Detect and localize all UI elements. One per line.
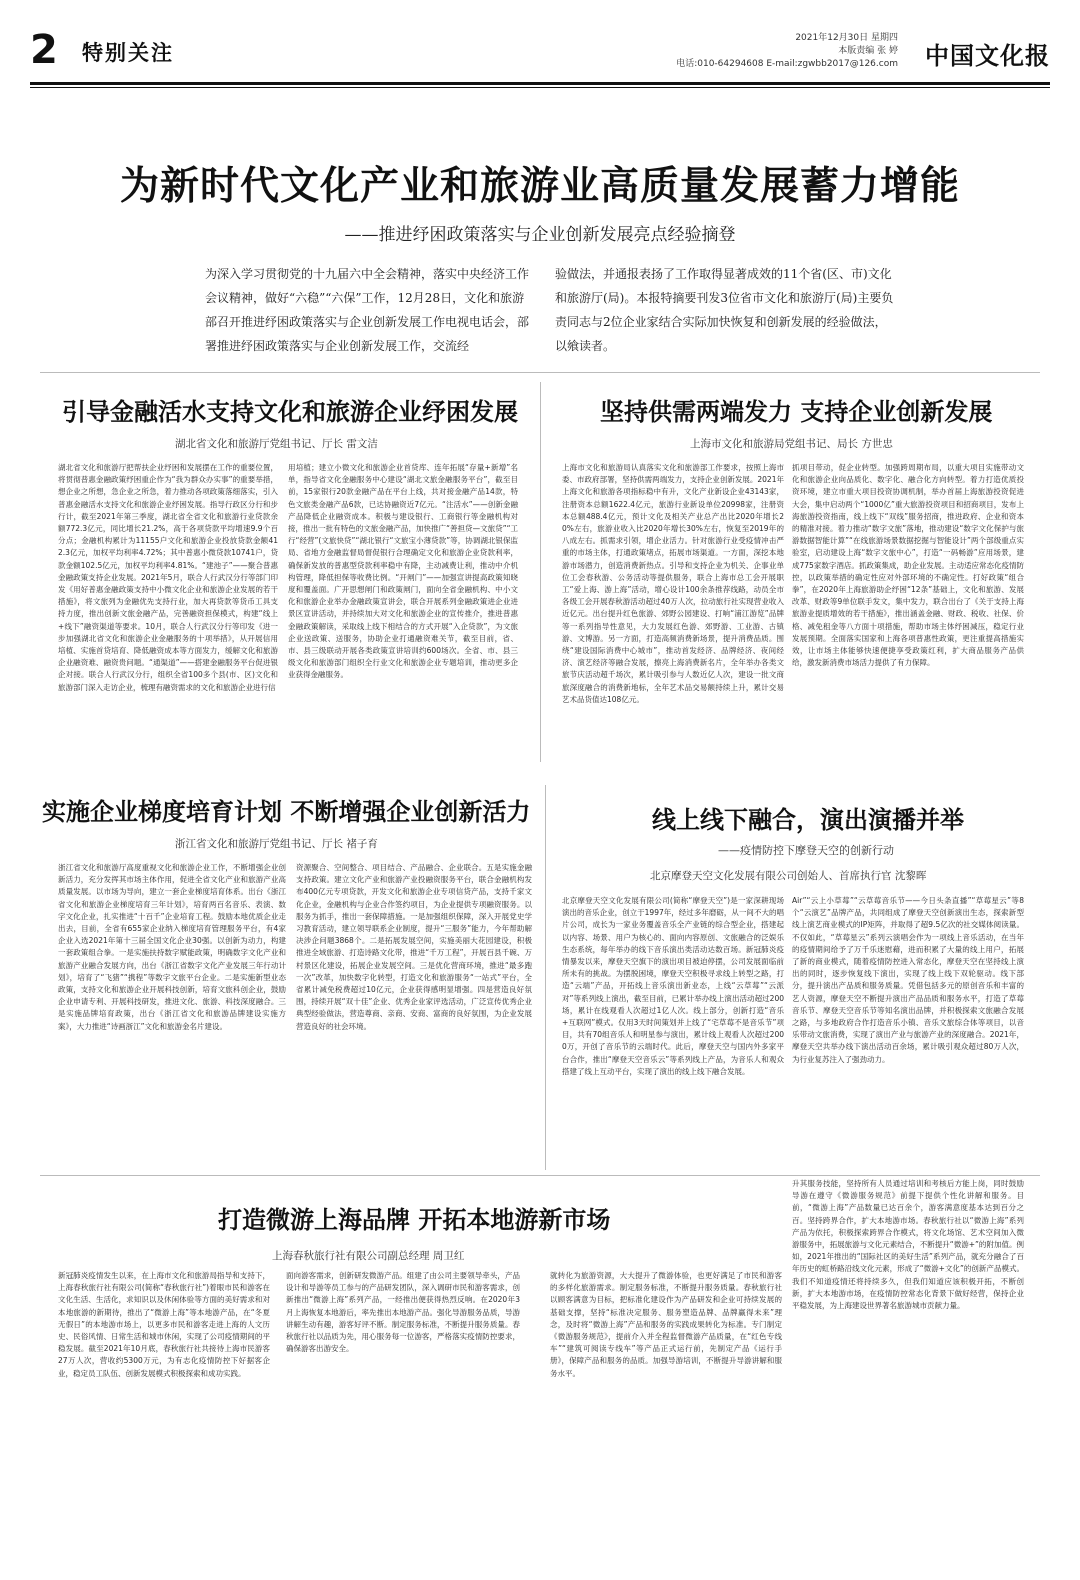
section-title-hubei: 引导金融活水支持文化和旅游企业纾困发展	[62, 397, 518, 426]
article-column: 面向游客需求，创新研发微游产品。组建了由公司主要领导牵头，产品设计和导游等员工参与的产品研发团队，深入调研市民和游客需求，创新推出“微游上海”系列产品，一经推出便获得热烈反响。在2020年3月上海恢复本地游后，率先推出本地游产品。强化导游服务品质，导游讲解生动有趣，游客好评不断。制定服务标准，不断提升服务质量。春秋旅行社以品质为先，用心服务每一位游客，严格落实疫情防控要求，确保游客出游安全。	[286, 1271, 520, 1354]
divider	[40, 1175, 1040, 1176]
masthead-rule-thin	[30, 87, 1050, 88]
article-column: 抓项目带动，促企业转型。加强跨周期布局，以重大项目实施带动文化和旅游企业向品质化、数字化、融合化方向转型。着力打造优质投资环境，建立市重大项目投资协调机制，举办首届上海旅游投资促进大会，集中启动两个“1000亿”重大旅游投资项目和招商项目，发布上海旅游投资指南，线上线下“双线”服务招商，推进政府、企业和资本的精准对接。着力推动“数字文旅”落地，推动建设“数字文化保护与旅游数据智能计算”“在线旅游场景数据挖掘与智能设计”两个部级重点实验室，启动建设上海“数字文旅中心”，打造“一码畅游”应用场景，建成775家数字酒店。抓政策集成，助企业发展。主动适应常态化疫情防控，以政策举措的确定性应对外部环境的不确定性。打好政策“组合拳”，在2020年上海旅游助企纾困“12条”基础上，文化和旅游、发展改革、财政等9单位联手发文，集中发力，联合出台了《关于支持上海旅游业提质增效的若干措施》，推出涵盖金融、财政、税收、社保、价格、减免租金等八方面十项措施，帮助市场主体纾困减压，稳定行业发展预期。全面落实国家和上海各项普惠性政策，更注重提高措施实效，让市场主体能够快速便捷享受政策红利，扩大商品服务产品供给，激发新消费市场活力提供了有力保障。	[792, 463, 1024, 668]
column-divider	[545, 785, 546, 1170]
masthead	[30, 28, 1050, 80]
column-name: 特别关注	[82, 41, 174, 65]
article-column: 就转化为旅游资源，大大提升了微游体验，也更好满足了市民和游客的多样化旅游需求。制定服务标准，不断提升服务质量。春秋旅行社以顾客满意为目标，把标准化建设作为产品研发和企业可持续发展的基础支撑，坚持“标准决定服务、服务塑造品牌、品牌赢得未来”理念，及时将“微游上海”产品和服务的实践成果转化为标准。专门制定《微游服务规范》，提前介入并全程监督微游产品质量，在“红色专线车”“建筑可阅读专线车”等产品正式运行前，先制定产品《运行手册》，保障产品和服务的品质。加强导游培训，不断提升导游讲解和服务水平。	[550, 1271, 782, 1378]
page-number: 2	[30, 27, 58, 73]
article-column: 新冠肺炎疫情发生以来，在上海市文化和旅游局指导和支持下，上海春秋旅行社有限公司(简称“春秋旅行社”)着眼市民和游客在文化生活、生活化，求知识以及休闲体验等方面的美好需求和对本地旅游的新期待，推出了“微游上海”等本地游产品，在“冬夏无假日”的本地游市场上，以更多市民和游客走进上海的人文历史、民俗风情、日常生活和城市休闲，实现了公司疫情期间的平稳发展。截至2021年10月底，春秋旅行社共接待上海市民游客27万人次，营收约5300万元，为有志化疫情防控下好据客企业，稳定员工队伍、创新发展模式积极探索和成功实践。	[58, 1271, 270, 1378]
date-line: 2021年12月30日 星期四	[795, 33, 898, 43]
main-subheadline: ——推进纾困政策落实与企业创新发展亮点经验摘登	[344, 225, 736, 245]
section-title-springtour: 打造微游上海品牌 开拓本地游新市场	[218, 1205, 611, 1234]
column-divider	[540, 382, 541, 762]
section-title-zhejiang: 实施企业梯度培育计划 不断增强企业创新活力	[42, 797, 531, 826]
editor-line: 本版责编 张 婷	[838, 46, 898, 56]
article-column: 资源聚合、空间整合、项目结合、产品融合、企业联合。五是实施金融支持政策。建立文化产业和旅游产业投融资服务平台，联合金融机构发布400亿元专项贷款，开发文化和旅游企业专项信贷产品，支持千家文化企业，金融机构与企业合作签约项目，为企业提供专项融资服务。以服务为抓手，推出一套保障措施。一是加强组织保障，深入开展党史学习教育活动，建立领导联系企业制度，提升“三服务”能力，今年帮助解决涉企问题3868个。二是拓展发展空间，实施美丽大花园建设，积极推进全域旅游、打造诗路文化带，推进“千万工程”，开展百县千碗、万村景区化建设，拓展企业发展空间。三是优化营商环境，推进“最多跑一次”改革，加快数字化转型，打造文化和旅游服务“一站式”平台，全省累计减免税费超过10亿元，企业获得感明显增强。四是营造良好氛围，持续开展“双十佳”企业、优秀企业家评选活动，广泛宣传优秀企业典型经验做法，营造尊商、亲商、安商、富商的良好氛围，为企业发展营造良好的社会环境。	[296, 863, 532, 1031]
byline-springtour: 上海春秋旅行社有限公司副总经理 周卫红	[272, 1250, 465, 1262]
article-column: 浙江省文化和旅游厅高度重视文化和旅游企业工作，不断增强企业创新活力，充分发挥其市场主体作用，促进全省文化产业和旅游产业高质量发展。以市场为导向，建立一套企业梯度培育体系。出台《浙江省文化和旅游企业梯度培育三年计划》，培育两百名音乐、表演、数字文化企业，扎实推进“十百千”企业培育工程。鼓励本地优质企业走出去，目前，全省有655家企业纳入梯度培育管理服务平台，有4家企业入选2021年第十三届全国文化企业30强。以创新为动力，构建一套政策组合拳。一是实施扶持数字赋能政策，明确数字文化产业和旅游产业融合发展方向，出台《浙江省数字文化产业发展三年行动计划》，培育了“飞猪”“携程”等数字文旅平台企业。二是实施新型业态政策，支持文化和旅游企业开展科技创新，培育文旅科创企业，鼓励企业申请专利、开展科技研发，推进文化、旅游、科技深度融合。三是实施品牌培育政策，出台《浙江省文化和旅游品牌建设实施方案》，大力推进“诗画浙江”文化和旅游金名片建设。	[58, 863, 286, 1031]
section-title-shanghai: 坚持供需两端发力 支持企业创新发展	[600, 397, 993, 426]
masthead-rule	[30, 82, 1050, 85]
byline-hubei: 湖北省文化和旅游厅党组书记、厅长 雷文洁	[175, 438, 378, 450]
masthead-info	[676, 32, 898, 71]
article-column: 升其服务技能，坚持所有人员通过培训和考核后方能上岗，同时鼓励导游在遵守《微游服务规范》前提下提供个性化讲解和服务。目前，“微游上海”产品数量已达百余个，游客满意度基本达到百分之百。坚持跨界合作，扩大本地游市场。春秋旅行社以“微游上海”系列产品为依托，积极探索跨界合作模式，将文化场馆、艺术空间加入微游服务中，拓展旅游与文化元素结合，不断提升“微游+”的附加值。例如，2021年推出的“国际社区的美好生活”系列产品，就充分融合了百年历史的虹桥路沿线文化元素，形成了“微游+文化”的创新产品模式。我们不知道疫情还将持续多久，但我们知道应该积极开拓，不断创新，扩大本地游市场，在疫情防控常态化背景下做好经营，保持企业平稳发展，为上海建设世界著名旅游城市贡献力量。	[792, 1179, 1024, 1311]
contact-line: 电话:010-64294608 E-mail:zgwbb2017@126.com	[676, 59, 898, 69]
byline-modernsky: 北京摩登天空文化发展有限公司创始人、首席执行官 沈黎晖	[650, 870, 927, 882]
intro-left: 为深入学习贯彻党的十九届六中全会精神，落实中央经济工作会议精神，做好“六稳”“六保”工作，12月28日，文化和旅游部召开推进纾困政策落实与企业创新发展工作电视电话会，部署推进纾困政策落实与企业创新发展工作，交流经	[205, 267, 530, 353]
main-headline: 为新时代文化产业和旅游业高质量发展蓄力增能	[119, 163, 960, 209]
paper-logo: 中国文化报	[925, 41, 1050, 70]
article-column: 北京摩登天空文化发展有限公司(简称“摩登天空”)是一家深耕现场演出的音乐企业，创立于1997年，经过多年磨砺，从一间不大的唱片公司，成长为一家业务覆盖音乐全产业链的综合型企业，搭建起以内容、场景、用户为核心的、面向内容原创、文旅融合的泛娱乐生态系统，每年举办的线下音乐演出类活动达数百场。新冠肺炎疫情暴发以来，摩登天空旗下的演出项目被迫停摆，公司发展面临前所未有的挑战。为摆脱困境，摩登天空积极寻求线上转型之路，打造“云端”产品，开拓线上音乐演出新业态，上线“云草莓”“云派对”等系列线上演出，截至目前，已累计举办线上演出活动超过200场，累计在线观看人次超过1亿人次。线上部分，创新打造“音乐+互联网”模式。仅用3天时间策划并上线了“宅草莓不是音乐节”项目，共有70组音乐人和明星参与演出，累计线上观看人次超过2000万，开创了音乐节的云端时代。此后，摩登天空与国内外多家平台合作，推出“摩登天空音乐云”等系列线上产品，为音乐人和观众搭建了线上互动平台，实现了演出的线上线下融合发展。	[562, 896, 784, 1076]
article-column: 上海市文化和旅游局认真落实文化和旅游部工作要求，按照上海市委、市政府部署，坚持供需两端发力，支持企业创新发展。2021年上海文化和旅游各项指标稳中有升，文化产业新设企业43143家，注册资本总额1622.4亿元，旅游行业新设单位20998家，注册资本总额488.4亿元，预计文化及相关产业总产出比2020年增长20%左右，旅游业收入比2020年增长30%左右，恢复至2019年的八成左右。抓需求引领，增企业活力。针对旅游行业受疫情冲击严重的市场主体，打通政策堵点，拓展市场渠道。一方面，深挖本地游市场潜力，创造消费新热点。引导和支持企业为机关、企事业单位工会春秋游、公务活动等提供服务，联合上海市总工会开展职工“爱上海、游上海”活动，增心设计100余条推荐线路，动员全市各级工会开展春秋游活动超过40万人次，拉动旅行社实现营业收入近亿元。出台提升红色旅游、郊野公园建设、打响“浦江游览”品牌等一系列指导性意见，大力发展红色游、郊野游、工业游、古镇游、文博游。另一方面，打造高频消费新场景，提升消费品质。围绕“建设国际消费中心城市”，推动首发经济、品牌经济、夜间经济、演艺经济等融合发展，擦亮上海消费新名片，全年举办各类文旅节庆活动超千场次，累计吸引参与人数近亿人次，建设一批文商旅深度融合的消费新地标，全年艺术品交易额持续上升，累计交易艺术品货值达108亿元。	[562, 463, 784, 704]
article-column: Air”“云上小草莓”“云草莓音乐节——今日头条直播”“草莓星云”等8个“云演艺”品牌产品，共同组成了摩登天空创新演出生态，探索新型线上演艺商业模式的IP矩阵，并取得了超9.5亿次的社交媒体阅读量。不仅如此，“草莓星云”系列云演唱会作为一项线上音乐活动，在当年的疫情期间给予了万千乐迷慰藉，进而积累了大量的线上用户，拓展了新的商业模式，随着疫情防控进入常态化，摩登天空在坚持线上演出的同时，逐步恢复线下演出，实现了线上线下双轮驱动。线下部分，提升演出产品质和服务质量。凭借包括多元的原创音乐和丰富的艺人资源，摩登天空不断提升演出产品品质和服务水平，打造了草莓音乐节、摩登天空音乐节等知名演出品牌，并积极探索文旅融合发展之路，与多地政府合作打造音乐小镇、音乐文旅综合体等项目，以音乐带动文旅消费，实现了演出产业与旅游产业的深度融合。2021年，摩登天空共举办线下演出活动百余场，累计吸引观众超过80万人次，为行业复苏注入了强劲动力。	[792, 896, 1024, 1064]
article-column: 湖北省文化和旅游厅把帮扶企业纾困和发展摆在工作的重要位置，将贯彻普惠金融政策纾困重企作为“我为群众办实事”的重要举措，想企业之所想，急企业之所急，着力推动各项政策落细落实，引入普惠金融活水支持文化和旅游企业纾困发展。指导行政区分行和步行计，截至2021年第三季度，湖北省全省文化和旅游行业贷款余额772.3亿元，同比增长21.2%，高于各项贷款平均增速9.9个百分点；金融机构累计为11155户文化和旅游企业投放贷款金额412.3亿元，加权平均利率4.72%；其中普惠小微贷款10741户，贷款金额102.5亿元，加权平均利率4.81%。“建池子”——聚合普惠金融政策支持企业发展。2021年5月，联合人行武汉分行等部门印发《用好普惠金融政策支持中小微文化企业和旅游企业发展的若干措施》，将文旅列为金融优先支持行业，加大再贷款等货币工具支持力度，推出创新文旅金融产品，完善融资担保模式，构建“线上+线下”融资渠道等要求。10月，联合人行武汉分行等印发《进一步加强湖北省文化和旅游企业金融服务的十项举措》，从开展信用培植、实施首贷培育、降低融资成本等方面发力，缓解文化和旅游企业融资难、融资贵问题。“通渠道”——搭建金融服务平台促进银企对接。联合人行武汉分行，组织全省100多个县(市、区)文化和旅游部门深入走访企业，梳理有融资需求的文化和旅游企业进行信	[58, 463, 278, 692]
article-column: 用培植；建立小微文化和旅游企业首贷库、连年拓展“存量+新增”名单，指导省文化金融服务中心建设“湖北文旅金融服务平台”，截至目前，15家银行20款金融产品在平台上线，共对接金融产品14款，特色文旅类金融产品6款，已达协融资近7亿元。“注活水”——创新金融产品降低企业融资成本。积极与建设银行、工商银行等金融机构对接，推出一批有特色的文旅金融产品，加快推广“善担贷—文旅贷”“工行“经营”(文旅快贷”“湖北银行“文旅宝小薄贷款”等，协调湖北银保监局、省地方金融监督局督促银行合理确定文化和旅游企业贷款利率，确保新发放的普惠型贷款利率稳中有降，主动减费让利，推动中介机构管理，降低担保等收费比例。“开闸门”——加强宣讲提高政策知晓度和覆盖面。广开思想闸门和政策闸门，面向全省金融机构、中小文化和旅游企业举办金融政策宣讲会，联合开展系列金融政策进企业进景区宣讲活动，并持续加大对文化和旅游企业的宣传推介，推进普惠金融政策解读，采取线上线下相结合的方式开展“入企贷款”，为文旅企业送政策、送服务，协助企业打通融资难关节，截至目前，省、市、县三级联动开展各类政策宣讲培训约600场次。全省、市、县三级文化和旅游部门组织全行业文化和旅游企业专题培训，推动更多企业获得金融服务。	[288, 463, 518, 680]
intro-right: 验做法，并通报表扬了工作取得显著成效的11个省(区、市)文化和旅游厅(局)。本报特摘要刊发3位省市文化和旅游厅(局)主要负责同志与2位企业家结合实际加快恢复和创新发展的经验做法，以飨读者。	[555, 267, 894, 353]
section-subtitle-modernsky: ——疫情防控下摩登天空的创新行动	[718, 844, 894, 857]
divider	[40, 372, 1040, 373]
byline-shanghai: 上海市文化和旅游局党组书记、局长 方世忠	[690, 438, 893, 450]
byline-zhejiang: 浙江省文化和旅游厅党组书记、厅长 褚子育	[175, 838, 378, 850]
section-title-modernsky: 线上线下融合，演出演播并举	[652, 805, 964, 834]
